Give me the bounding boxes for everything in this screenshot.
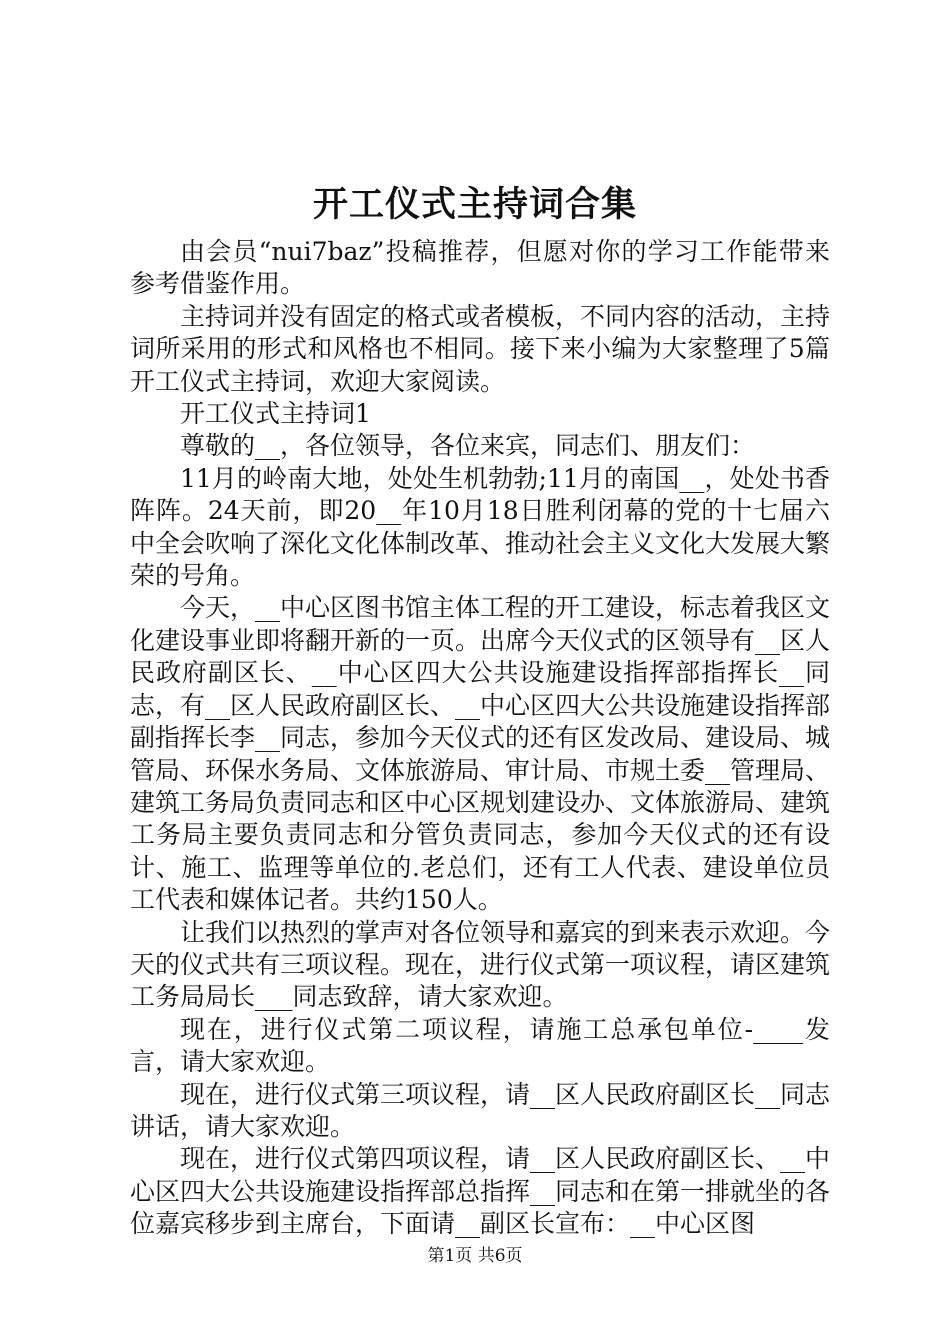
section-heading: 开工仪式主持词1 bbox=[180, 399, 371, 429]
paragraph: 今天，__中心区图书馆主体工程的开工建设，标志着我区文化建设事业即将翻开新的一页。出席今天仪式的区领导有__区人民政府副区长、__中心区四大公共设施建设指挥部指挥长__同志，有__区人民政府副区长、__中心区四大公共设施建设指挥部副指挥长李__同志，参加今天仪式的还有区发改局、建设局、城管局、环保水务局、文体旅游局、审计局、市规土委__管理局、建筑工务局负责同志和区中心区规划建设办、文体旅游局、建筑工务局主要负责同志和分管负责同志，参加今天仪式的还有设计、施工、监理等单位的.老总们，还有工人代表、建设单位员工代表和媒体记者。共约150人。 bbox=[130, 593, 831, 915]
page-number-footer: 第1页 共6页 bbox=[427, 1246, 523, 1266]
paragraph-intro: 由会员“nui7baz”投稿推荐，但愿对你的学习工作能带来参考借鉴作用。 bbox=[130, 237, 830, 299]
paragraph-salutation: 尊敬的__，各位领导，各位来宾，同志们、朋友们： bbox=[180, 431, 756, 461]
paragraph: 11月的岭南大地，处处生机勃勃;11月的南国__，处处书香阵阵。24天前，即20__年10月18日胜利闭幕的党的十七届六中全会吹响了深化文化体制改革、推动社会主义文化大发展大繁荣的号角。 bbox=[130, 463, 831, 591]
paragraph-preface: 主持词并没有固定的格式或者模板，不同内容的活动，主持词所采用的形式和风格也不相同。接下来小编为大家整理了5篇开工仪式主持词，欢迎大家阅读。 bbox=[130, 301, 831, 396]
paragraph: 现在，进行仪式第三项议程，请__区人民政府副区长__同志讲话，请大家欢迎。 bbox=[130, 1079, 831, 1141]
paragraph: 现在，进行仪式第二项议程，请施工总承包单位-____发言，请大家欢迎。 bbox=[130, 1014, 830, 1077]
paragraph: 让我们以热烈的掌声对各位领导和嘉宾的到来表示欢迎。今天的仪式共有三项议程。现在，进行仪式第一项议程，请区建筑工务局局长___同志致辞，请大家欢迎。 bbox=[130, 917, 831, 1012]
document-body bbox=[130, 236, 830, 1241]
document-title: 开工仪式主持词合集 bbox=[312, 184, 637, 225]
paragraph: 现在，进行仪式第四项议程，请__区人民政府副区长、__中心区四大公共设施建设指挥部总指挥__同志和在第一排就坐的各位嘉宾移步到主席台，下面请__副区长宣布：__中心区图 bbox=[130, 1144, 831, 1239]
